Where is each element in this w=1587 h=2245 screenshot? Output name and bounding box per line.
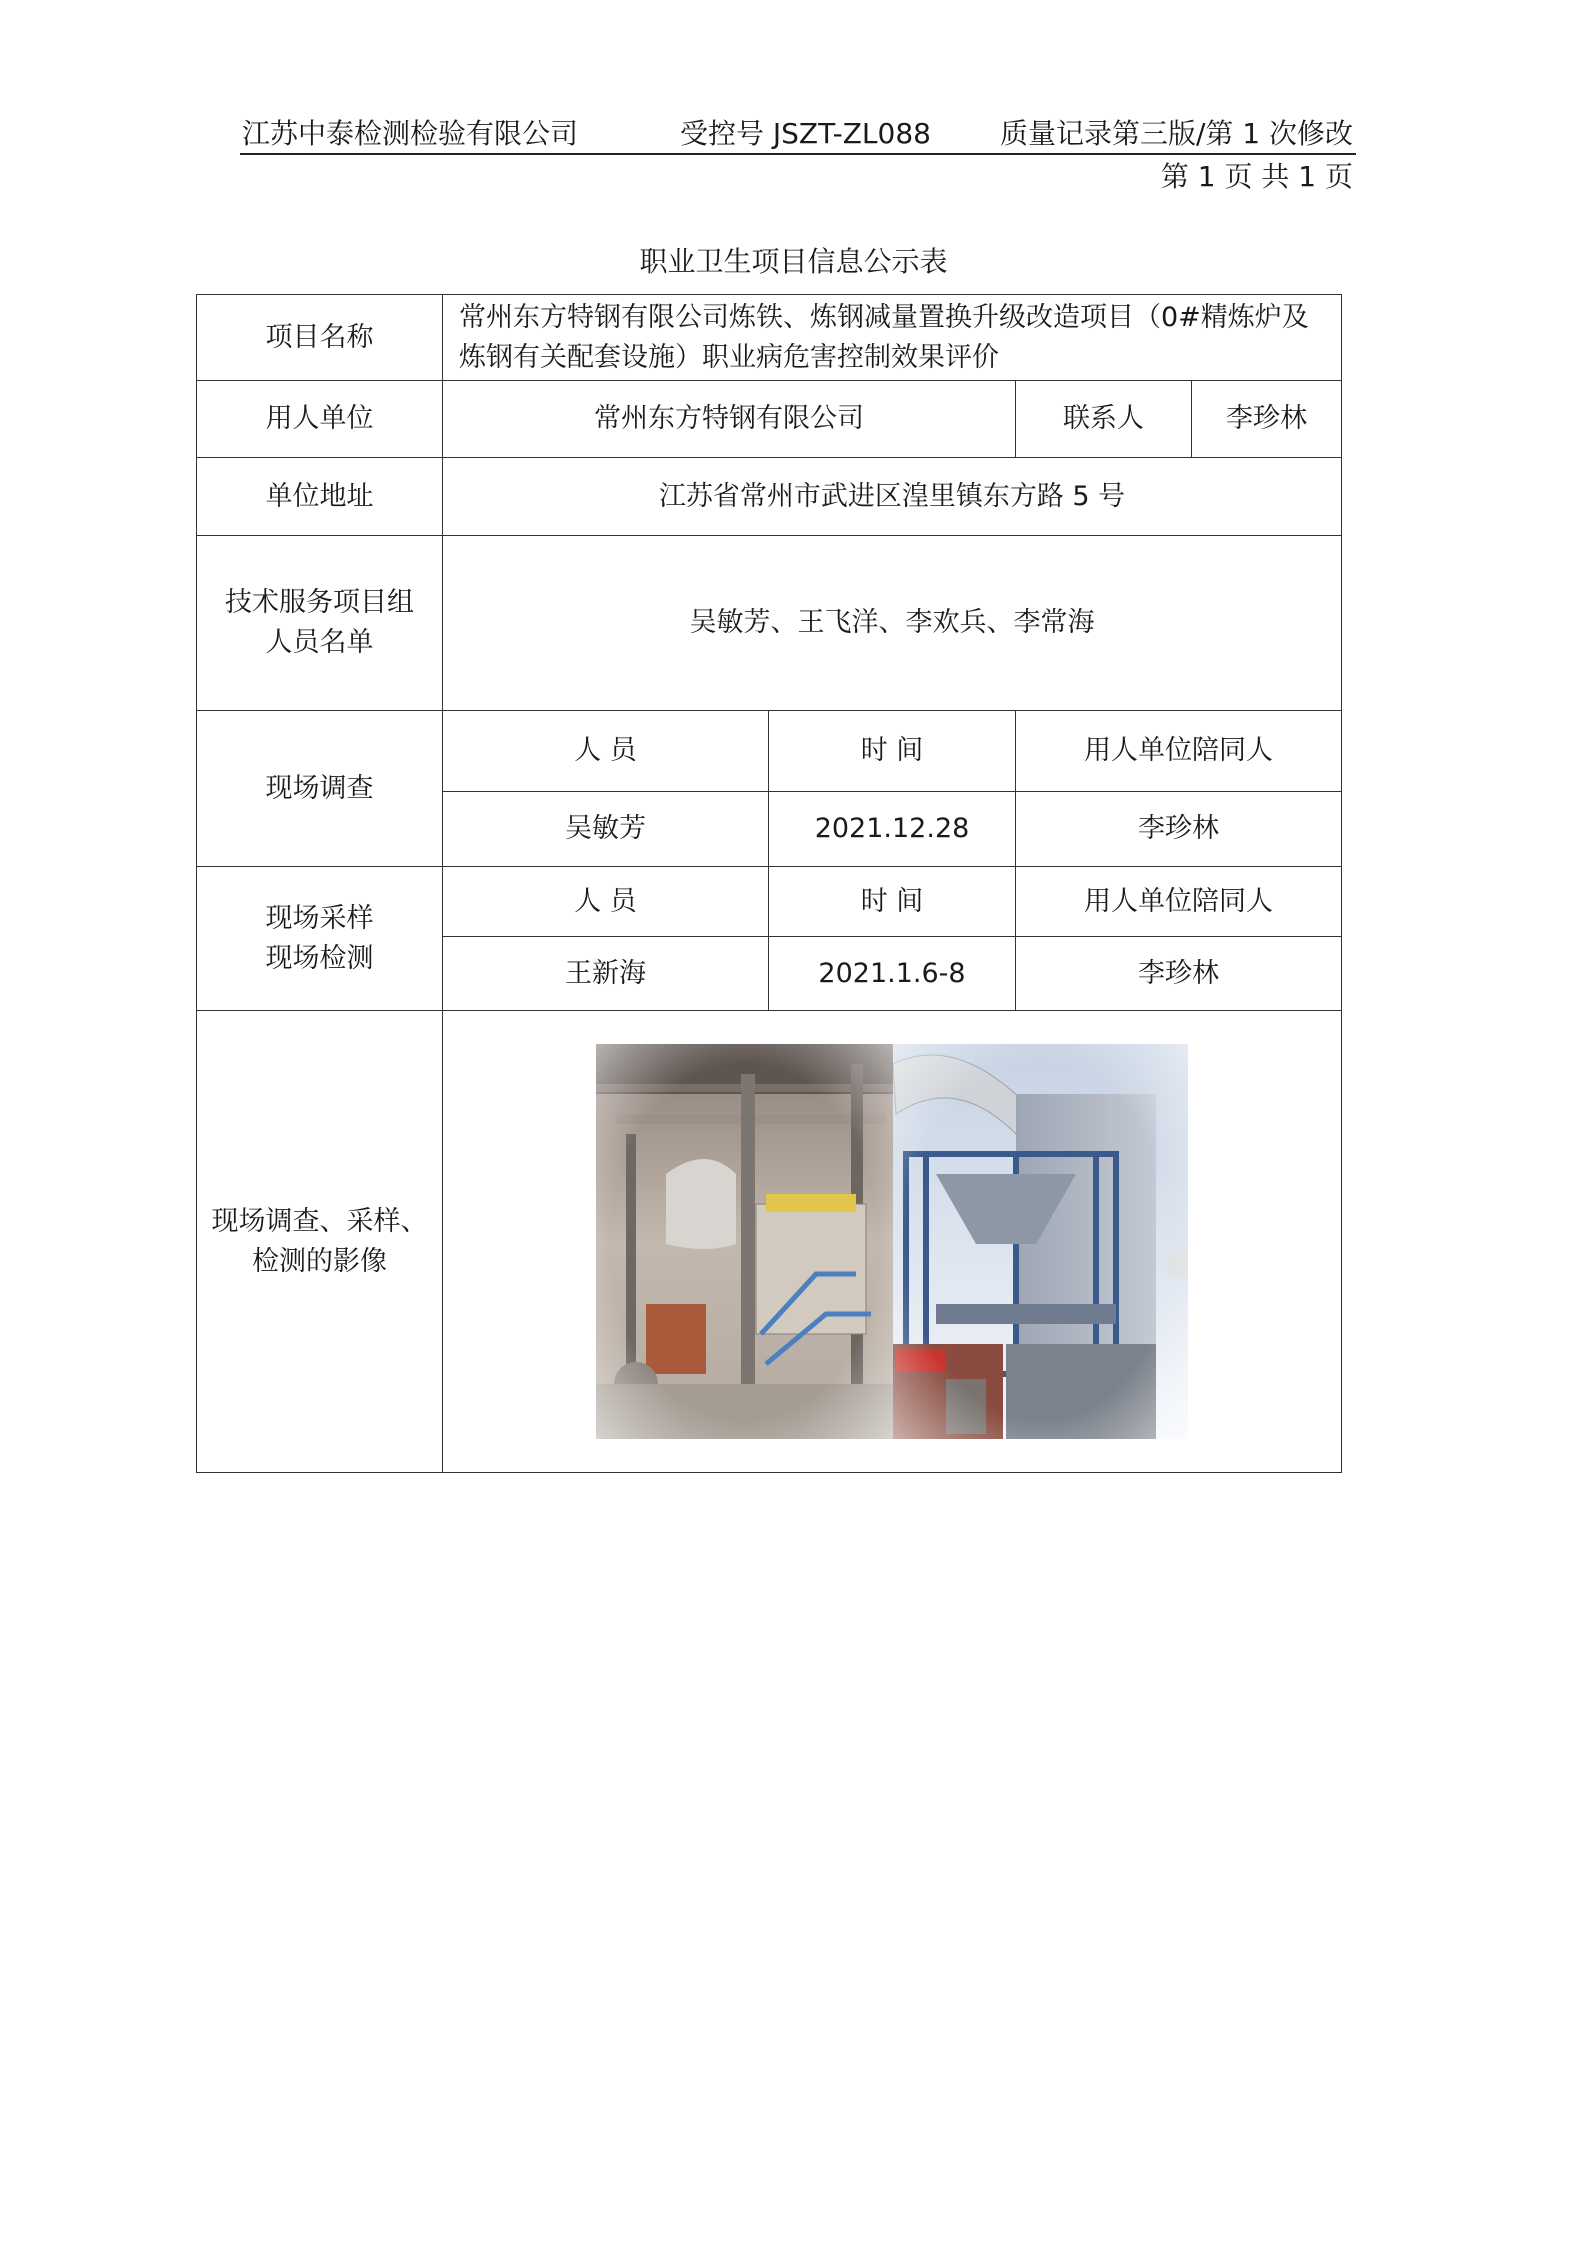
sampling-person: 王新海: [443, 937, 769, 1011]
employer-value: 常州东方特钢有限公司: [443, 381, 1016, 458]
photo-indoor-plant: [596, 1044, 893, 1439]
header-control-number: 受控号 JSZT-ZL088: [680, 117, 931, 150]
page-title: 职业卫生项目信息公示表: [639, 245, 948, 278]
sampling-header-time: 时 间: [769, 867, 1016, 937]
project-name-label: 项目名称: [197, 295, 443, 381]
survey-person: 吴敏芳: [443, 792, 769, 867]
sampling-time: 2021.1.6-8: [769, 937, 1016, 1011]
page-number: 第 1 页 共 1 页: [1160, 160, 1353, 193]
sampling-escort: 李珍林: [1016, 937, 1342, 1011]
survey-header-time: 时 间: [769, 711, 1016, 792]
survey-label: 现场调查: [197, 711, 443, 867]
sampling-header-escort: 用人单位陪同人: [1016, 867, 1342, 937]
project-name-line2: 炼钢有关配套设施）职业病危害控制效果评价: [459, 341, 999, 373]
header-company: 江苏中泰检测检验有限公司: [242, 117, 579, 150]
project-name-line1: 常州东方特钢有限公司炼铁、炼钢减量置换升级改造项目（0#精炼炉及: [459, 301, 1309, 333]
address-label: 单位地址: [197, 458, 443, 536]
sampling-label: [197, 867, 443, 1011]
images-label-line2: 检测的影像: [252, 1245, 387, 1277]
employer-label: 用人单位: [197, 381, 443, 458]
images-label-line1: 现场调查、采样、: [211, 1205, 428, 1237]
photo-outdoor-structure: [893, 1044, 1188, 1439]
team-label-line1: 技术服务项目组: [225, 587, 414, 618]
contact-label: 联系人: [1016, 381, 1192, 458]
sampling-header-person: 人 员: [443, 867, 769, 937]
contact-value: 李珍林: [1192, 381, 1342, 458]
survey-header-person: 人 员: [443, 711, 769, 792]
survey-header-escort: 用人单位陪同人: [1016, 711, 1342, 792]
info-table: [196, 294, 1342, 1473]
survey-escort: 李珍林: [1016, 792, 1342, 867]
sampling-label-line2: 现场检测: [265, 942, 374, 974]
address-value: 江苏省常州市武进区湟里镇东方路 5 号: [443, 458, 1342, 536]
images-label: [197, 1011, 443, 1473]
survey-time: 2021.12.28: [769, 792, 1016, 867]
team-label-line2: 人员名单: [265, 627, 374, 658]
sampling-label-line1: 现场采样: [265, 902, 374, 934]
site-photos-cell: [443, 1011, 1342, 1473]
site-photos: [596, 1044, 1188, 1439]
team-members: 吴敏芳、王飞洋、李欢兵、李常海: [443, 536, 1342, 711]
team-label: [197, 536, 443, 711]
project-name-cell: [443, 295, 1342, 381]
header-version: 质量记录第三版/第 1 次修改: [999, 117, 1353, 150]
